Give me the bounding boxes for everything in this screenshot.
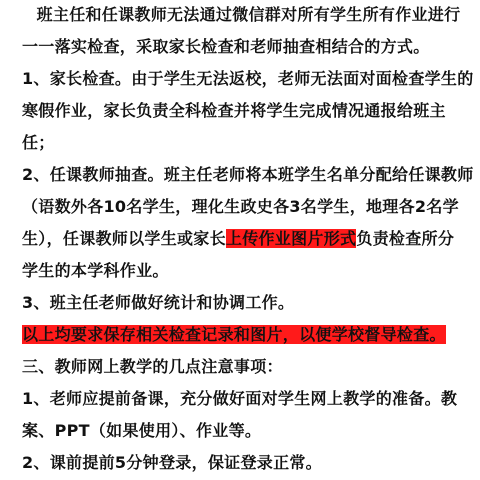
item-2-line-2: （语数外各10名学生，理化生政史各3名学生，地理各2名学 [22,197,459,216]
item-1-line-1: 1、家长检查。由于学生无法返校，老师无法面对面检查学生的 [22,69,474,88]
teaching-item-1-line-1: 1、老师应提前备课，充分做好面对学生网上教学的准备。教 [22,389,458,408]
paragraph-intro-line-2: 一一落实检查，采取家长检查和老师抽查相结合的方式。 [22,37,430,56]
item-2-line-3-start: 生），任课教师以学生或家长 [22,229,226,248]
highlight-requirement: 以上均要求保存相关检查记录和图片，以便学校督导检查。 [22,325,446,344]
highlight-upload-homework: 上传作业图片形式 [225,229,357,248]
paragraph-intro-line-1: 班主任和任课教师无法通过微信群对所有学生所有作业进行 [4,5,461,24]
requirement-line [22,322,446,348]
item-2-line-4: 学生的本学科作业。 [22,261,169,280]
teaching-item-1-line-2: 案、PPT（如果使用）、作业等。 [22,421,262,440]
item-2-line-3 [22,226,454,252]
teaching-item-2-line: 2、课前提前5分钟登录，保证登录正常。 [22,453,322,472]
item-1-line-3: 任； [22,133,55,152]
section-three-heading: 三、教师网上教学的几点注意事项： [22,357,283,376]
item-3-line: 3、班主任老师做好统计和协调工作。 [22,293,295,312]
item-1-line-2: 寒假作业，家长负责全科检查并将学生完成情况通报给班主 [22,101,446,120]
item-2-line-3-end: 负责检查所分 [356,229,455,248]
item-2-line-1: 2、任课教师抽查。班主任老师将本班学生名单分配给任课教师 [22,165,474,184]
